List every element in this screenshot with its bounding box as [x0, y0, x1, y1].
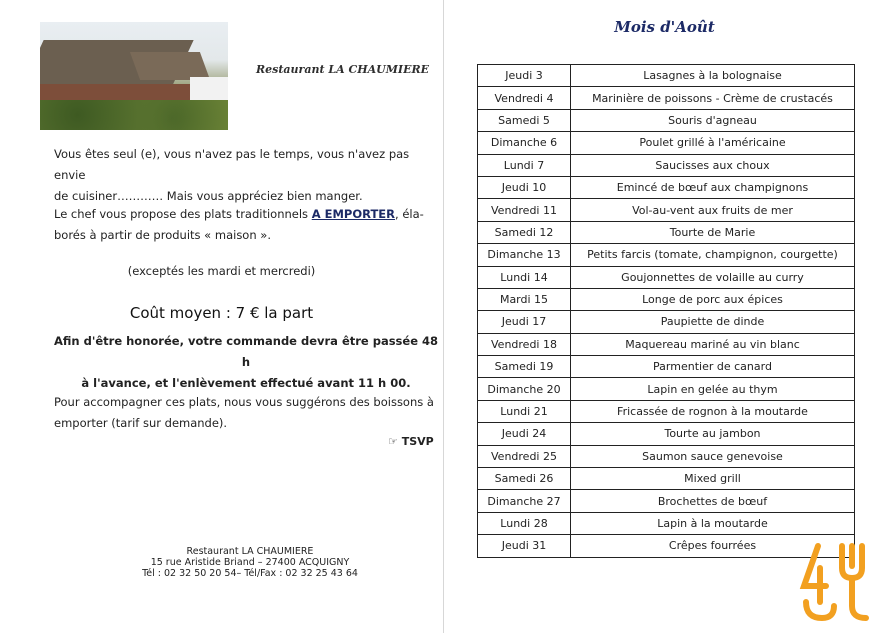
- month-title: Mois d'Août: [614, 18, 715, 36]
- chef-paragraph: Le chef vous propose des plats traditionnels A EMPORTER, éla- borés à partir de produits « maison ».: [54, 207, 424, 242]
- menu-day: Lundi 28: [478, 512, 571, 534]
- menu-day: Vendredi 4: [478, 87, 571, 109]
- menu-dish: Goujonnettes de volaille au curry: [571, 266, 855, 288]
- table-row: [478, 333, 855, 355]
- menu-table: [477, 64, 855, 558]
- table-row: [478, 65, 855, 87]
- menu-dish: Lasagnes à la bolognaise: [571, 65, 855, 87]
- menu-dish: Souris d'agneau: [571, 109, 855, 131]
- table-row: [478, 356, 855, 378]
- menu-dish: Tourte au jambon: [571, 423, 855, 445]
- menu-dish: Mixed grill: [571, 468, 855, 490]
- menu-day: Jeudi 31: [478, 535, 571, 557]
- pointing-hand-icon: ☞: [388, 435, 398, 448]
- menu-day: Vendredi 11: [478, 199, 571, 221]
- menu-dish: Saucisses aux choux: [571, 154, 855, 176]
- table-row: [478, 266, 855, 288]
- menu-day: Lundi 21: [478, 400, 571, 422]
- menu-day: Jeudi 24: [478, 423, 571, 445]
- table-row: [478, 400, 855, 422]
- average-cost: Coût moyen : 7 € la part: [129, 304, 314, 322]
- menu-dish: Poulet grillé à l'américaine: [571, 132, 855, 154]
- table-row: [478, 132, 855, 154]
- menu-day: Lundi 14: [478, 266, 571, 288]
- menu-day: Dimanche 20: [478, 378, 571, 400]
- menu-day: Jeudi 10: [478, 176, 571, 198]
- menu-day: Dimanche 6: [478, 132, 571, 154]
- table-row: [478, 221, 855, 243]
- table-row: [478, 244, 855, 266]
- table-row: [478, 87, 855, 109]
- menu-dish: Maquereau mariné au vin blanc: [571, 333, 855, 355]
- restaurant-photo: [40, 22, 228, 130]
- table-row: [478, 176, 855, 198]
- tsvp-note: ☞ TSVP: [388, 435, 434, 448]
- menu-day: Mardi 15: [478, 288, 571, 310]
- menu-day: Vendredi 18: [478, 333, 571, 355]
- menu-dish: Crêpes fourrées: [571, 535, 855, 557]
- restaurant-name: Restaurant LA CHAUMIERE: [256, 63, 429, 76]
- menu-day: Samedi 5: [478, 109, 571, 131]
- table-row: [478, 490, 855, 512]
- menu-dish: Longe de porc aux épices: [571, 288, 855, 310]
- table-row: [478, 154, 855, 176]
- fork-logo-icon: [796, 538, 878, 624]
- menu-day: Samedi 12: [478, 221, 571, 243]
- menu-day: Jeudi 3: [478, 65, 571, 87]
- menu-day: Samedi 19: [478, 356, 571, 378]
- menu-day: Dimanche 27: [478, 490, 571, 512]
- footer-address: Restaurant LA CHAUMIERE 15 rue Aristide Briand – 27400 ACQUIGNY Tél : 02 32 50 20 54– Tél/Fax : 02 32 25 43 64: [142, 546, 358, 579]
- menu-day: Dimanche 13: [478, 244, 571, 266]
- right-page: [443, 0, 886, 633]
- table-row: [478, 445, 855, 467]
- drinks-paragraph: Pour accompagner ces plats, nous vous suggérons des boissons à emporter (tarif sur demande).: [54, 395, 434, 430]
- a-emporter-emphasis: A EMPORTER: [311, 207, 396, 221]
- menu-dish: Parmentier de canard: [571, 356, 855, 378]
- table-row: [478, 199, 855, 221]
- table-row: [478, 512, 855, 534]
- menu-dish: Petits farcis (tomate, champignon, courgette): [571, 244, 855, 266]
- menu-dish: Vol-au-vent aux fruits de mer: [571, 199, 855, 221]
- menu-dish: Brochettes de bœuf: [571, 490, 855, 512]
- menu-dish: Paupiette de dinde: [571, 311, 855, 333]
- intro-paragraph: Vous êtes seul (e), vous n'avez pas le temps, vous n'avez pas envie de cuisiner………… Mais vous appréciez bien manger.: [54, 147, 410, 203]
- menu-dish: Lapin en gelée au thym: [571, 378, 855, 400]
- table-row: [478, 468, 855, 490]
- menu-dish: Saumon sauce genevoise: [571, 445, 855, 467]
- menu-dish: Marinière de poissons - Crème de crustacés: [571, 87, 855, 109]
- table-row: [478, 109, 855, 131]
- table-row: [478, 423, 855, 445]
- menu-day: Samedi 26: [478, 468, 571, 490]
- menu-day: Jeudi 17: [478, 311, 571, 333]
- excepted-days: (exceptés les mardi et mercredi): [127, 264, 316, 278]
- table-row: [478, 378, 855, 400]
- menu-dish: Emincé de bœuf aux champignons: [571, 176, 855, 198]
- table-row: [478, 311, 855, 333]
- menu-dish: Tourte de Marie: [571, 221, 855, 243]
- menu-dish: Fricassée de rognon à la moutarde: [571, 400, 855, 422]
- menu-day: Vendredi 25: [478, 445, 571, 467]
- menu-dish: Lapin à la moutarde: [571, 512, 855, 534]
- order-conditions: Afin d'être honorée, votre commande devra être passée 48 h à l'avance, et l'enlèvement effectué avant 11 h 00.: [53, 334, 438, 390]
- table-row: [478, 288, 855, 310]
- menu-day: Lundi 7: [478, 154, 571, 176]
